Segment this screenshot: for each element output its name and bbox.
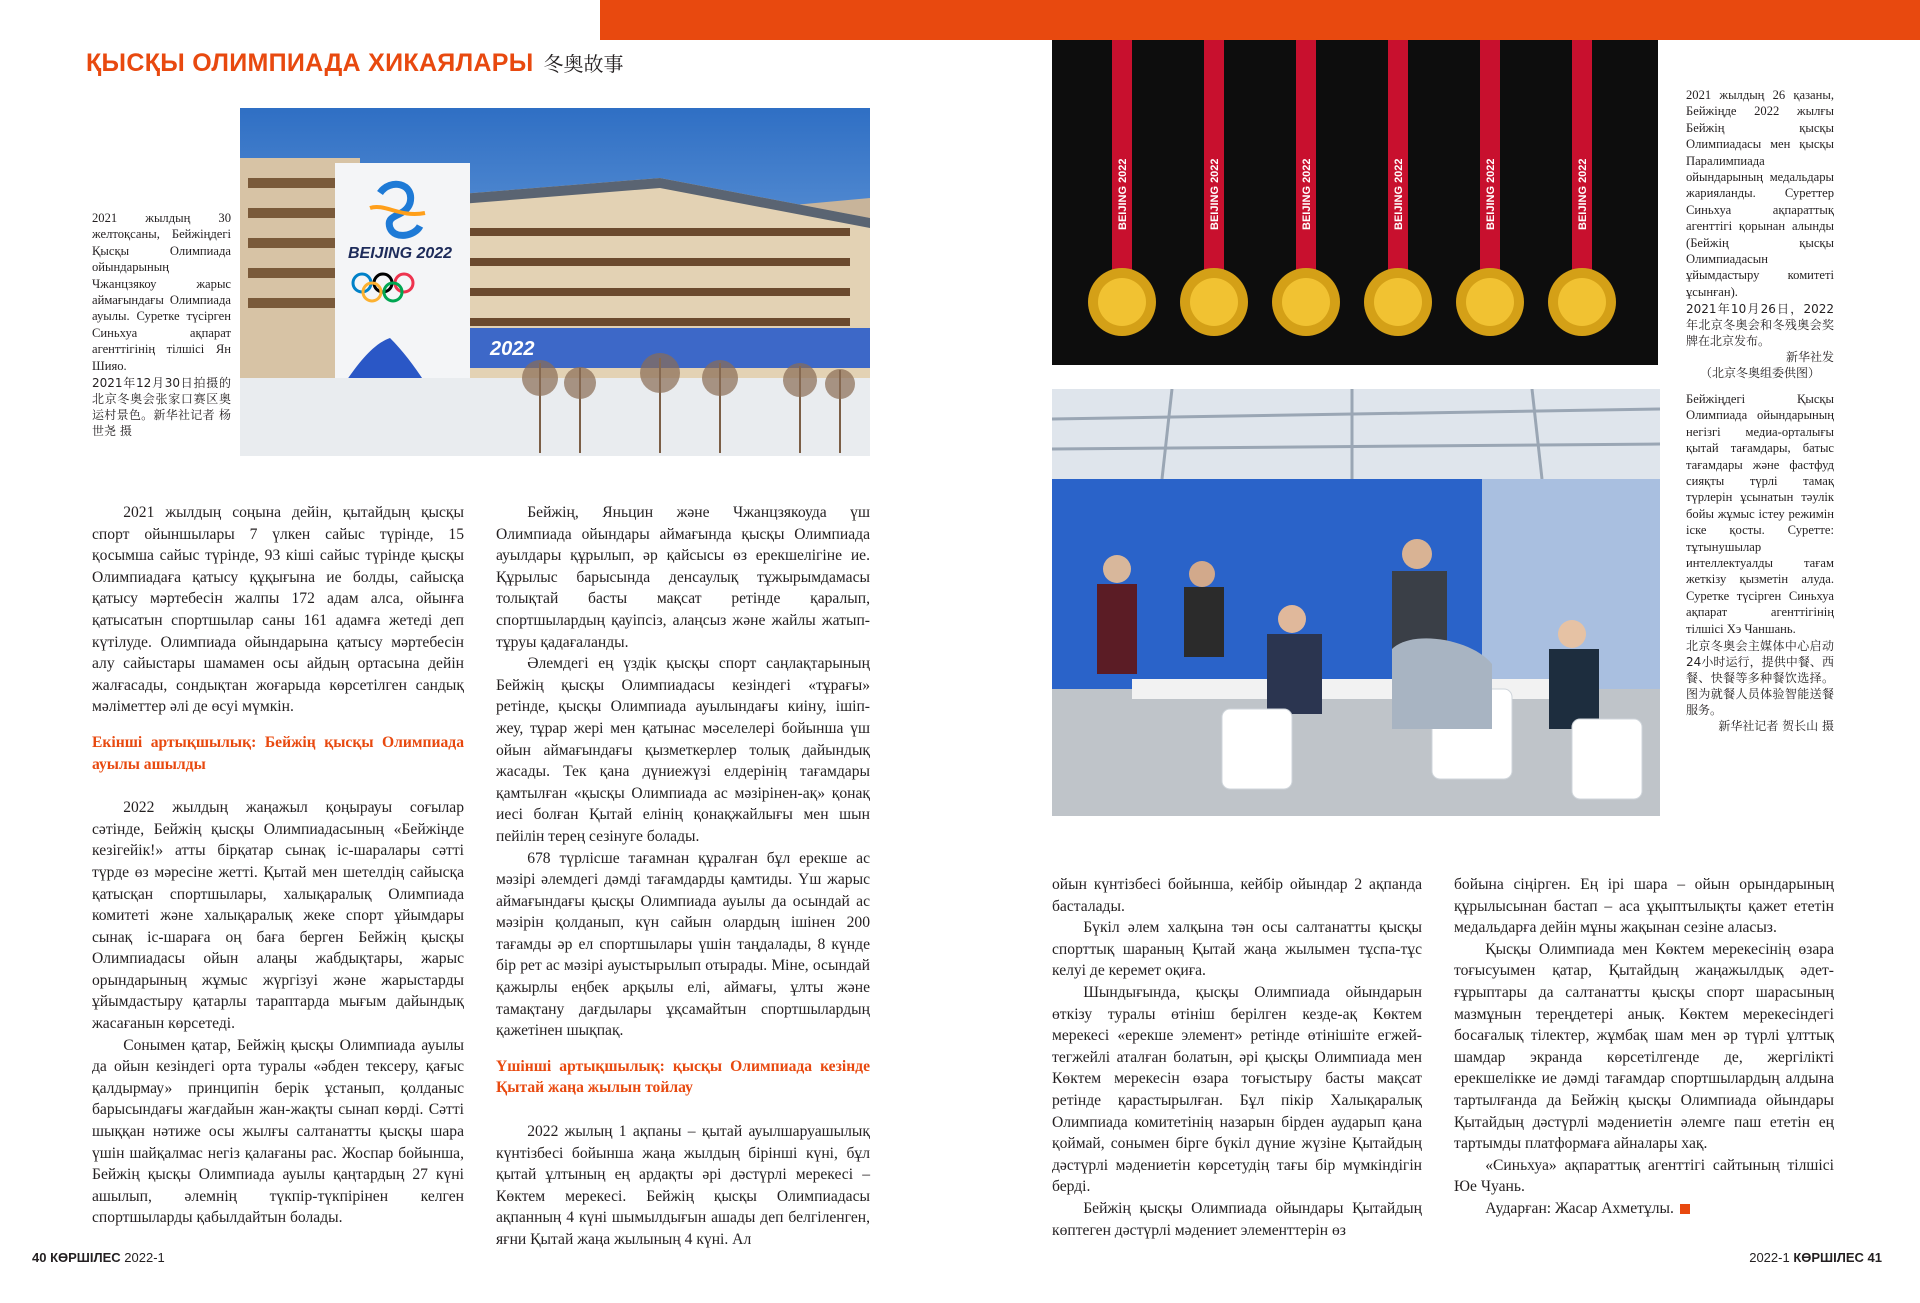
top-bar-white [0,0,600,40]
section-title: ҚЫСҚЫ ОЛИМПИАДА ХИКАЯЛАРЫ [86,49,534,77]
page-number-left: 40 [32,1250,47,1265]
paragraph: 2022 жылың 1 ақпаны – қытай ауылшаруашылық күнтізбесі бойынша жаңа жылдың бірінші күні, бұл қытай ұлтының ең ардақты әрі дәстүрлі мерекесі – Көктем мерекесі. Бейжің қысқы Олимпиадасы ақпанның 4 күні шымылдығын ашады деп белгіленген, яғни Қытай жаңа жылының 4 күні. Ал [496,1123,870,1248]
subheading-third-advantage: Үшінші артықшылық: қысқы Олимпиада кезінде Қытай жаңа жылын тойлау [496,1057,870,1097]
banner-2022-text: 2022 [490,338,535,360]
paragraph: Сонымен қатар, Бейжің қысқы Олимпиада ауылы да ойын кезіндегі орта туралы «әбден тексеру, қағыс қалдырмау» принципін берік ұстанып, қолданыс барысындағы жағдайын жан-жақты сынап көрді. Сәтті шыққан нәтиже осы жылғы салтанатты қысқы шара үшін шайқалмас негіз қалағаны рас. Жоспар бойынша, Бейжің қысқы Олимпиада ауылы қаңтардың 27 күні ашылып, әлемнің түкпір-түкпірінен келген спортшыларды қабылдайтын болады. [92,1036,464,1227]
paragraph: ойын күнтізбесі бойынша, кейбір ойындар 2 ақпанда басталады. [1052,876,1422,915]
paragraph: Қысқы Олимпиада мен Көктем мерекесінің өзара тоғысуымен қатар, Қытайдың жаңажылдық әдет-ғұрыптары да салтанатты қысқы спорт шарасының мазмұнын тереңдетері анық. Көктем мерекесіндегі босағалық тілектер, жұмбақ шам мен әр түрлі ұлттық шамдар экранда көрсетілгенде де, жергілікті ерекшелікке ие дәмді тағамдар спортшылардың алдына тартылғанда да Бейжің қысқы Олимпиада ойындары Қытайдың дәстүрлі мәдениетін әлемге паш ететін ең тартымды платформаға айналары хақ. [1454,940,1834,1153]
end-mark-icon [1680,1204,1690,1214]
article-column-4 [1454,874,1834,1220]
medals-illustration [1052,40,1658,365]
media-caption-chinese: 北京冬奥会主媒体中心启动24小时运行，提供中餐、西餐、快餐等多种餐饮选择。图为就餐人员体验智能送餐服务。 [1686,639,1834,718]
media-center-photo [1052,389,1660,816]
media-caption-kazakh: Бейжіңдегі Қысқы Олимпиада ойындарының негізгі медиа-орталығы қытай тағамдары, батыс тағамдары және фастфуд сияқты түрлі тамақ түрлерін ұсынатын тәулік бойы жұмыс істеу режимін іске қосты. Суретте: тұтынушылар интеллектуалды тағам жеткізу қызметін алуда. Суретке түсірген Синьхуа ақпарат агенттігінің тілшісі Хэ Чаншань. [1686,392,1834,636]
olympic-village-illustration [240,108,870,456]
publication-name: КӨРШІЛЕС [1793,1250,1864,1265]
paragraph: Бейжің қысқы Олимпиада ойындары Қытайдың көптеген дәстүрлі мәдениет элементтерін өз [1052,1199,1422,1239]
medals-photo [1052,40,1658,365]
section-title-chinese: 冬奥故事 [543,52,624,76]
paragraph: «Синьхуа» ақпараттық агенттігі сайтының тілшісі Юе Чуань. [1454,1156,1834,1196]
top-bar-orange [600,0,1920,40]
publication-name: КӨРШІЛЕС [50,1250,121,1265]
media-caption-credit: 新华社记者 贺长山 摄 [1718,719,1834,734]
article-column-3 [1052,874,1422,1241]
medals-caption-credit: 新华社发 [1785,350,1834,365]
footer-right [1749,1250,1882,1265]
issue-number: 2022-1 [1749,1250,1790,1265]
media-center-caption [1686,391,1834,734]
subheading-second-advantage: Екінші артықшылық: Бейжің қысқы Олимпиада ауылы ашылды [92,733,464,773]
medals-caption-source: （北京冬奥组委供图） [1699,366,1820,381]
medals-caption-chinese: 2021年10月26日，2022年北京冬奥会和冬残奥会奖牌在北京发布。 [1686,302,1834,349]
paragraph: 2021 жылдың соңына дейін, қытайдың қысқы спорт ойыншылары 7 үлкен сайыс түрінде, 15 қосымша сайыс түрінде, 93 кіші сайыс түрінде қысқы Олимпиадаға қатысу құқығына ие болды, сайысқа қатысу мәртебесін жалпы 172 адам алса, ойынға қатысатын спортшылар саны 161 адамға жетеді деп күтілуде. Олимпиада ойындарына қатысу мәртебесін алу сайыстары шамамен осы айдың ортасына дейін жалғасады, сондықтан жоғарыда көрсетілген сандық мәліметтер әлі де өсуі мүмкін. [92,504,464,716]
paragraph: Шындығында, қысқы Олимпиада ойындарын өткізу туралы өтініш берілген кезде-ақ Көктем мерекесі «ерекше элемент» ретінде өтінішіте егжей-тегжейлі аталған болатын, әрі қысқы Олимпиада мен Көктем мерекесін өзара тоғыстыру басты мақсат ретінде қарастырылған. Бұл пікір Халықаралық Олимпиада комитетінің назарын бірден аударып қана қоймай, сонымен бірге бүкіл дүние жүзіне Қытайдың дәстүрлі мәдениетін көрсетудің тағы бір мүмкіндігін берді. [1052,983,1422,1196]
paragraph: 2022 жылдың жаңажыл қоңырауы соғылар сәтінде, Бейжің қысқы Олимпиадасының «Бейжіңде кезігейік!» атты бірқатар сынақ іс-шаралары сәтті түрде өз мәресіне жетті. Қытай мен шетелдің сайысқа қатысқан спортшылары, халықаралық Олимпиада комитеті және халықаралық жеке спорт ұйымдары сынақ іс-шараға оң баға берген Бейжің қысқы Олимпиадасы ойын алаңы жабдықтары, жарыс орындарының жұмыс жүргізуі және жарыстарды ұйымдастыру қатарлы тараптарда мығым дайындық жасағанын көрсетеді. [92,799,464,1033]
issue-number: 2022-1 [124,1250,165,1265]
paragraph: бойына сіңірген. Ең ірі шара – ойын орындарының құрылысынан бастап – аса ұқыптылықты қажет ететін медальдарға дейін мұны жақынан сезіне аласыз. [1454,876,1834,937]
media-center-illustration [1052,389,1660,816]
paragraph: Әлемдегі ең үздік қысқы спорт саңлақтарының Бейжің қысқы Олимпиадасы кезіндегі «тұрағы» ретінде, қысқы Олимпиада ауылындағы киіну, ішіп-жеу, тұрар жері мен қатынас мәселелері бойынша үш ойын аймағындағы қызметкерлер толық дайындық жасады. Тек қана дүниежүзі елдерінің тағамдары қамтылған «қысқы Олимпиада ас мәзірінен-ақ» қонақ иесі болған Қытай елінің қонақжайлығы мен шын пейілін терең сезінуге болады. [496,655,870,845]
medals-caption-kazakh: 2021 жылдың 26 қазаны, Бейжіңде 2022 жылғы Бейжің қысқы Олимпиадасы мен қысқы Паралимпиада ойындарының медальдары жарияланды. Суреттер Синьхуа ақпараттық агенттігі қорынан алынды (Бейжің қысқы Олимпиадасын ұйымдастыру комитеті ұсынған). [1686,88,1834,299]
village-caption-kazakh: 2021 жылдың 30 желтоқсаны, Бейжіңдегі Қысқы Олимпиада ойындарының Чжанцзякоу жарыс аймағындағы Олимпиада ауылы. Суретке түсірген Синьхуа ақпарат агенттігінің тілшісі Ян Шияо. [92,211,231,373]
beijing-2022-logo-text: BEIJING 2022 [348,245,453,262]
medals-photo-caption [1686,87,1834,381]
paragraph: 678 түрлісше тағамнан құралған бұл ерекше ас мәзірі әлемдегі дәмді тағамдарды қамтиды. Үш жарыс аймағындағы қысқы Олимпиада ауылы да осындай ас мәзірін қолданып, күн сайын олардың ішінен 200 тағамды әр ел спортшылары үшін таңдалады, 8 күнде бір рет ас мәзірі ауыстырылып отырады. Міне, осындай қажырлы еңбек арқылы елі, аймағы, ұлты және тамақтану дағдылары ұқсамайтын спортшылардың қажетінен шықпақ. [496,849,870,1040]
footer-left [32,1250,165,1265]
medal-ribbon-text: BEIJING 2022 [1301,158,1313,230]
section-header [86,48,624,78]
paragraph: Бүкіл әлем халқына тән осы салтанатты қысқы спорттық шараның Қытай жаңа жылымен тұспа-тұс келуі де керемет оқиға. [1052,919,1422,980]
medal-ribbon-text: BEIJING 2022 [1117,158,1129,230]
paragraph: Бейжің, Яньцин және Чжанцзякоуда үш Олимпиада ойындары аймағында қысқы Олимпиада ауылдары құрылып, әр қайсысы өз ерекшелігіне ие. Құрылыс барысында денсаулық тұжырымдамасы толықтай басты мақсат ретінде қаралып, спортшылардың қауіпсіз, алаңсыз және жайлы жатып-тұруы қадағаланды. [496,504,870,651]
page-number-right: 41 [1867,1250,1882,1265]
village-caption-chinese: 2021年12月30日拍摄的北京冬奥会张家口赛区奥运村景色。新华社记者 杨世尧 摄 [92,376,231,439]
article-column-1 [92,502,464,1229]
article-column-2 [496,502,870,1251]
medal-ribbon-text: BEIJING 2022 [1577,158,1589,230]
village-photo-caption [92,210,231,439]
medal-ribbon-text: BEIJING 2022 [1485,158,1497,230]
translator-credit: Аударған: Жасар Ахметұлы. [1454,1198,1834,1220]
medal-ribbon-text: BEIJING 2022 [1393,158,1405,230]
medal-ribbon-text: BEIJING 2022 [1209,158,1221,230]
olympic-village-photo [240,108,870,456]
